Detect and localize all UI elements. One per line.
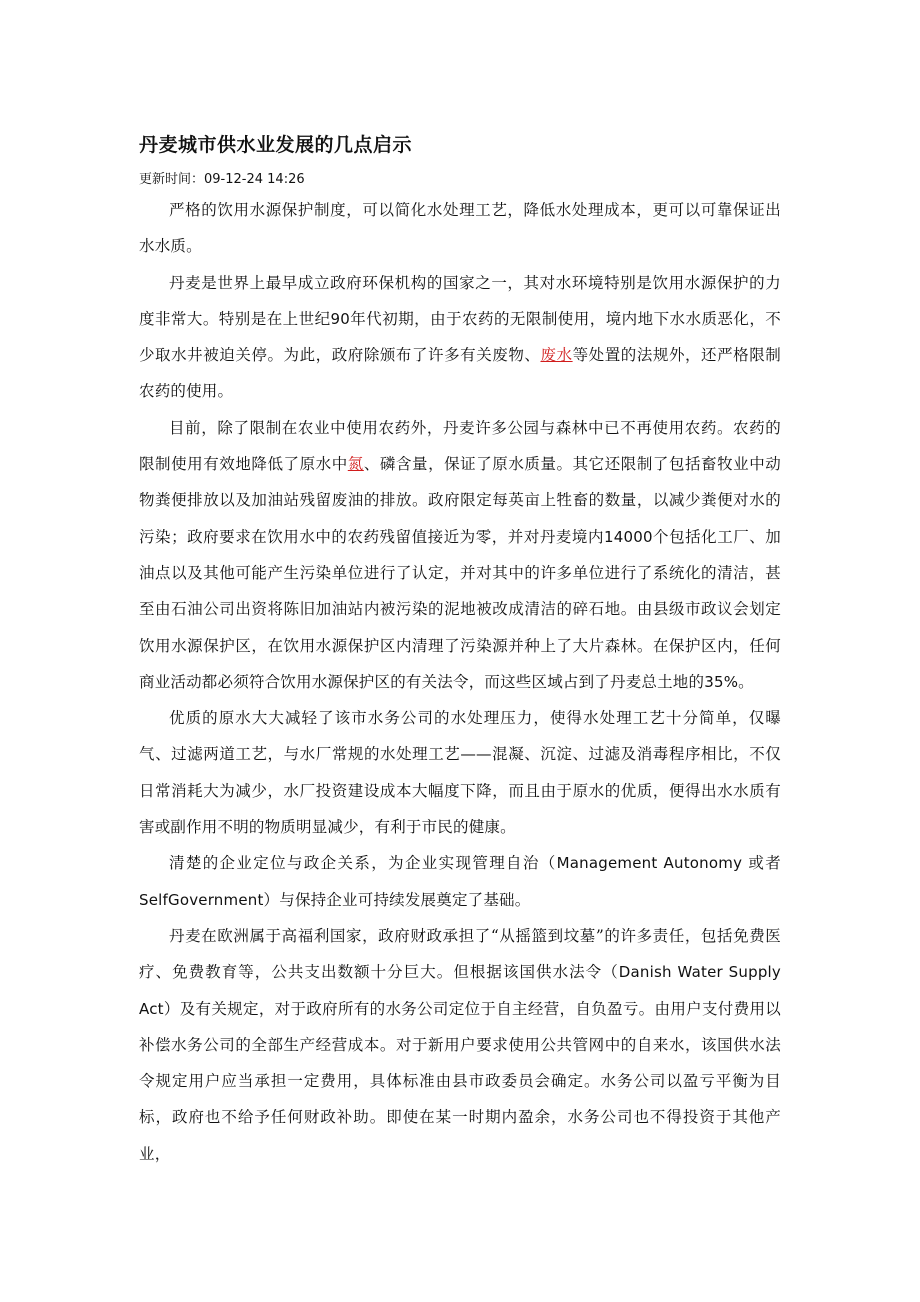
paragraph-6-text-a: 丹麦在欧洲属于高福利国家，政府财政承担了“从摇篮到坟墓”的许多责任，包括免费医疗、免费教育等，公共支出数额十分巨大。但根据该国供水法令（	[139, 926, 781, 982]
nitrogen-link[interactable]: 氮	[347, 455, 364, 474]
wastewater-link[interactable]: 废水	[540, 346, 573, 365]
paragraph-3-text-b: 、磷含量，保证了原水质量。其它还限制了包括畜牧业中动物粪便排放以及加油站残留废油的排放。政府限定每英亩上牲畜的数量，以减少粪便对水的污染；政府要求在饮用水中的农药残留值接近为零，并对丹麦境内	[139, 455, 781, 546]
article-title: 丹麦城市供水业发展的几点启示	[139, 134, 413, 156]
paragraph-2	[139, 265, 781, 410]
paragraph-3-text-d: 。	[738, 672, 754, 691]
paragraph-3-number: 14000	[604, 527, 653, 546]
paragraph-5-text-c: ）与保持企业可持续发展奠定了基础。	[263, 890, 531, 909]
paragraph-5-latin-2: SelfGovernment	[139, 890, 264, 909]
paragraph-3-text-a: 目前，除了限制在农业中使用农药外，丹麦许多公园与森林中已不再使用农药。农药的限制使用有效地降低了原水中	[139, 418, 781, 474]
update-time-value: 09-12-24 14:26	[204, 172, 305, 187]
paragraph-6-text-b: ）及有关规定，对于政府所有的水务公司定位于自主经营，自负盈亏。由用户支付费用以补偿水务公司的全部生产经营成本。对于新用户要求使用公共管网中的自来水，该国供水法令规定用户应当承担一定费用，具体标准由县市政委员会确定。水务公司以盈亏平衡为目标，政府也不给予任何财政补助。即使在某一时期内盈余，水务公司也不得投资于其他产业，	[139, 999, 781, 1163]
paragraph-5	[139, 845, 781, 918]
paragraph-5-text-b: 或者	[742, 854, 781, 873]
paragraph-2-text-b: 年代初期，由于农药的无限制使用，境内地下水水质恶化，不少取水井被迫关停。为此，政府除颁布了许多有关废物、	[139, 309, 782, 365]
update-time-label: 更新时间：	[139, 172, 205, 187]
paragraph-3	[139, 410, 781, 700]
paragraph-5-text-a: 清楚的企业定位与政企关系，为企业实现管理自治（	[169, 854, 557, 873]
paragraph-2-number: 90	[330, 309, 351, 328]
paragraph-6	[139, 918, 781, 1172]
document-page	[139, 130, 781, 1172]
paragraph-2-text-c: 等处置的法规外，还严格限制农药的使用。	[139, 346, 781, 401]
paragraph-4: 优质的原水大大减轻了该市水务公司的水处理压力，使得水处理工艺十分简单，仅曝气、过滤两道工艺，与水厂常规的水处理工艺——混凝、沉淀、过滤及消毒程序相比，不仅日常消耗大为减少，水厂投资建设成本大幅度下降，而且由于原水的优质，便得出水水质有害或副作用不明的物质明显减少，有利于市民的健康。	[139, 709, 781, 837]
paragraph-2-text-a: 丹麦是世界上最早成立政府环保机构的国家之一，其对水环境特别是饮用水源保护的力度非常大。特别是在上世纪	[139, 273, 781, 328]
paragraph-3-text-c: 个包括化工厂、加油点以及其他可能产生污染单位进行了认定，并对其中的许多单位进行了系统化的清洁，甚至由石油公司出资将陈旧加油站内被污染的泥地被改成清洁的碎石地。由县级市政议会划定饮用水源保护区，在饮用水源保护区内清理了污染源并种上了大片森林。在保护区内，任何商业活动都必须符合饮用水源保护区的有关法令，而这些区域占到了丹麦总土地的	[139, 527, 781, 691]
update-time	[139, 170, 781, 190]
paragraph-1: 严格的饮用水源保护制度，可以简化水处理工艺，降低水处理成本，更可以可靠保证出水水质。	[139, 201, 781, 256]
paragraph-5-latin-1: Management Autonomy	[556, 854, 743, 873]
paragraph-6-latin: Danish Water Supply Act	[139, 963, 781, 1018]
paragraph-3-percent: 35%	[704, 672, 739, 691]
